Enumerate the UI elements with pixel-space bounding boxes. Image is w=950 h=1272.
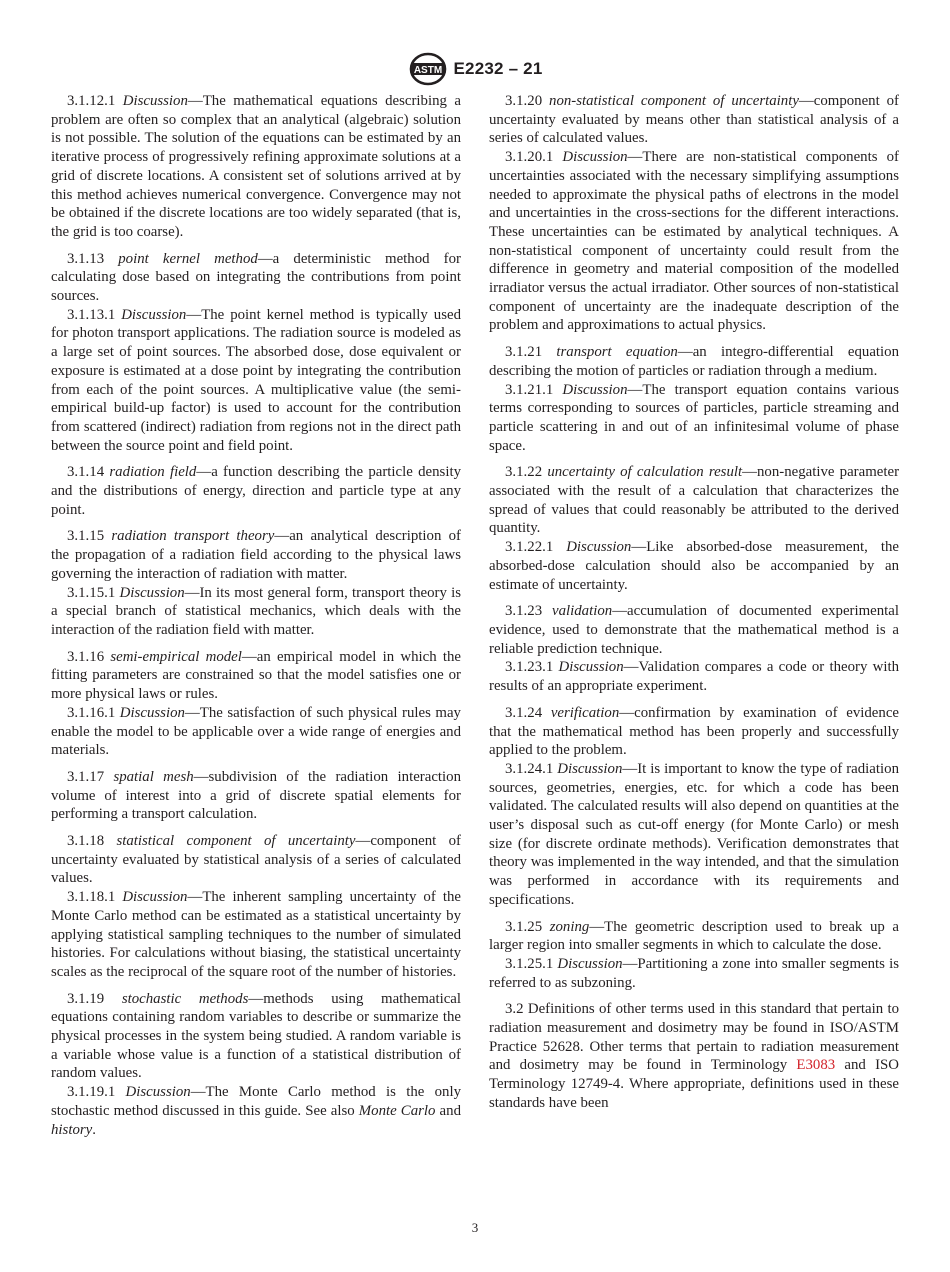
- paragraph-3-1-13-1: 3.1.13.1 Discussion—The point kernel method is typically used for photon transport applications. The radiation source is modeled as a large set of point sources. The absorbed dose, dose equivalent or exposure is estimated at a dose point by integrating the contribution from each of the point sources. A multiplicative value (the semi-empirical build-up factor) is used to account for the contribution from scattered (indirect) radiation from regions not in the direct path between the source point and field point.: [51, 306, 461, 454]
- definition-3-1-23: 3.1.23 validation—accumulation of documented experimental evidence, used to demonstrate that the mathematical method is a reliable prediction technique.: [489, 603, 899, 657]
- paragraph-3-1-21-1: 3.1.21.1 Discussion—The transport equation contains various terms corresponding to sources of particles, particle streaming and particle scattering in and out of an infinitesimal volume of phase space.: [489, 381, 899, 454]
- paragraph-3-1-12-1: 3.1.12.1 Discussion—The mathematical equations describing a problem are often so complex that an analytical (algebraic) solution is not possible. The solution of the equations can be estimated by an iterative process of progressively refining approximate solutions at a grid of discrete locations. A consistent set of solutions arrived at by this method achieves numerical convergence. Convergence may not be obtained if the discrete locations are too widely separated (that is, the grid is too coarse).: [51, 93, 461, 240]
- section-3-2: 3.2 Definitions of other terms used in this standard that pertain to radiation measurement and dosimetry may be found in ISO/ASTM Practice 52628. Other terms that pertain to radiation measurement and dosimetry may be found in Terminology E3083 and ISO Terminology 12749-4. Where appropriate, definitions used in these standards have been: [489, 1001, 899, 1111]
- definition-3-1-14: 3.1.14 radiation field—a function describing the particle density and the distributions of energy, direction and particle type at any point.: [51, 464, 462, 518]
- definition-3-1-25: 3.1.25 zoning—The geometric description used to break up a larger region into smaller segments in which to calculate the dose.: [489, 918, 899, 954]
- paragraph-3-1-18-1: 3.1.18.1 Discussion—The inherent sampling uncertainty of the Monte Carlo method can be estimated as a statistical uncertainty by applying statistical sampling techniques to the number of simulated histories. For calculations without biasing, the statistical uncertainty scales as the reciprocal of the square root of the number of histories.: [51, 889, 461, 980]
- paragraph-3-1-15-1: 3.1.15.1 Discussion—In its most general form, transport theory is a special branch of statistical mechanics, which deals with the interaction of the radiation field with matter.: [51, 584, 462, 638]
- e3083-link[interactable]: E3083: [796, 1057, 836, 1074]
- paragraph-3-1-25-1: 3.1.25.1 Discussion—Partitioning a zone into smaller segments is referred to as subzoning.: [489, 955, 899, 991]
- page-header: [0, 52, 950, 86]
- definition-3-1-16: 3.1.16 semi-empirical model—an empirical model in which the fitting parameters are constrained so that the model satisfies one or more physical laws or rules.: [51, 648, 461, 703]
- definition-3-1-15: 3.1.15 radiation transport theory—an analytical description of the propagation of a radiation field according to the physical laws governing the interaction of radiation with matter.: [51, 528, 461, 582]
- definition-3-1-21: 3.1.21 transport equation—an integro-differential equation describing the motion of particles or radiation through a medium.: [489, 344, 899, 379]
- definition-3-1-20: 3.1.20 non-statistical component of uncertainty—component of uncertainty evaluated by means other than statistical analysis of a series of calculated values.: [489, 93, 899, 147]
- definition-3-1-19: 3.1.19 stochastic methods—methods using mathematical equations containing random variables to describe or summarize the physical processes in the system being studied. A random variable is a variable whose value is a function of a statistical distribution of random values.: [51, 990, 462, 1082]
- standard-designation: E2232 – 21: [453, 59, 543, 78]
- page-number: 3: [471, 1220, 479, 1235]
- paragraph-3-1-22-1: 3.1.22.1 Discussion—Like absorbed-dose measurement, the absorbed-dose calculation should also be accompanied by an estimate of uncertainty.: [489, 539, 899, 593]
- paragraph-3-1-20-1: 3.1.20.1 Discussion—There are non-statistical components of uncertainties associated with the necessary simplifying assumptions needed to approximate the physical paths of electrons in the model and uncertainties in the cross-sections for the different interactions. These uncertainties can be estimated by analytical techniques. A non-statistical component of uncertainty could result from the difference in geometry and material composition of the modelled irradiator versus the actual irradiator. Other sources of non-statistical component of uncertainty are the inadequate description of the problem and approximations to actual physics.: [489, 149, 899, 334]
- definition-3-1-18: 3.1.18 statistical component of uncertainty—component of uncertainty evaluated by statistical analysis of a series of calculated values.: [51, 833, 461, 887]
- definition-3-1-24: 3.1.24 verification—confirmation by examination of evidence that the mathematical method has been properly and successfully applied to the problem.: [489, 704, 899, 759]
- left-column: [51, 92, 461, 1139]
- definition-3-1-17: 3.1.17 spatial mesh—subdivision of the radiation interaction volume of interest into a grid of discrete spatial elements for performing a transport calculation.: [51, 768, 461, 823]
- paragraph-3-1-19-1: 3.1.19.1 Discussion—The Monte Carlo method is the only stochastic method discussed in this guide. See also Monte Carlo and history.: [51, 1084, 461, 1138]
- right-column: [489, 92, 899, 1113]
- paragraph-3-1-23-1: 3.1.23.1 Discussion—Validation compares a code or theory with results of an appropriate experiment.: [489, 659, 900, 695]
- definition-3-1-13: 3.1.13 point kernel method—a deterministic method for calculating dose based on integrating the contributions from point sources.: [51, 250, 461, 305]
- astm-logo-text: ASTM: [413, 65, 442, 76]
- definition-3-1-22: 3.1.22 uncertainty of calculation result—non-negative parameter associated with the result of a calculation that characterizes the spread of values that could reasonably be attributed to the derived quantity.: [489, 464, 900, 537]
- paragraph-3-1-16-1: 3.1.16.1 Discussion—The satisfaction of such physical rules may enable the model to be applicable over a wide range of energies and materials.: [51, 704, 461, 759]
- astm-logo: [408, 52, 448, 86]
- paragraph-3-1-24-1: 3.1.24.1 Discussion—It is important to know the type of radiation sources, geometries, energies, etc. for which a code has been validated. The calculated results will also depend on quantities at the user’s disposal such as cut-off energy (for Monte Carlo) or mesh size (for discrete ordinate methods). Verification demonstrates that theory was implemented in the way intended, and that the simulation was performed in accordance with its requirements and specifications.: [489, 760, 899, 908]
